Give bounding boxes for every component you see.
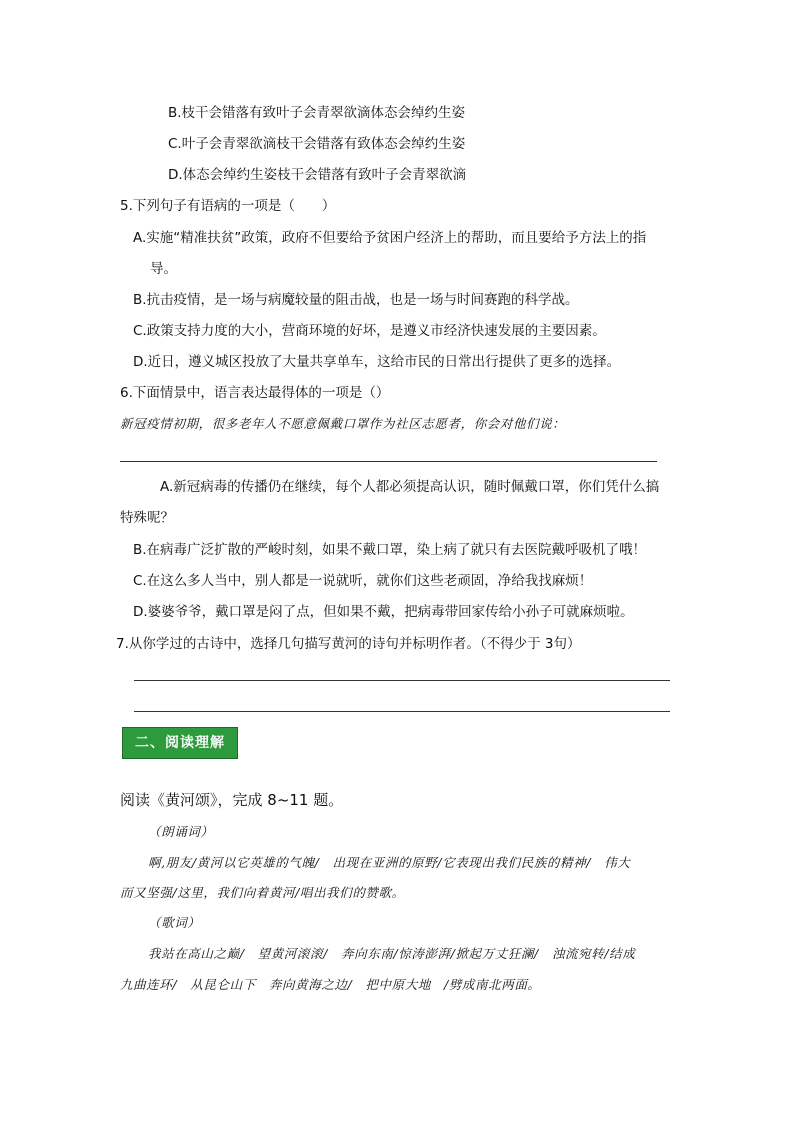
lyrics-line-1: 我站在高山之巅/ 望黄河滚滚/ 奔向东南/惊涛澎湃/掀起万丈狂澜/ 浊流宛转/结成 <box>148 946 636 961</box>
q5-option-d: D.近日，遵义城区投放了大量共享单车，这给市民的日常出行提供了更多的选择。 <box>133 354 621 370</box>
q7-answer-line-1 <box>134 680 670 681</box>
q6-option-c: C.在这么多人当中，别人都是一说就听，就你们这些老顽固，净给我找麻烦！ <box>133 573 593 589</box>
section-heading: 二、阅读理解 <box>135 735 225 751</box>
recite-line-1: 啊,朋友/黄河以它英雄的气魄/ 出现在亚洲的原野/它表现出我们民族的精神/ 伟大 <box>148 855 631 870</box>
lyrics-label: （歌词） <box>148 915 201 930</box>
reading-intro: 阅读《黄河颂》，完成 8~11 题。 <box>120 791 344 809</box>
q5-option-a-cont: 导。 <box>150 261 177 277</box>
q6-answer-line <box>120 461 657 462</box>
q4-option-c: C.叶子会青翠欲滴枝干会错落有致体态会绰约生姿 <box>168 136 466 152</box>
recite-line-2: 而又坚强/这里，我们向着黄河/唱出我们的赞歌。 <box>120 885 405 900</box>
q4-option-b: B.枝干会错落有致叶子会青翠欲滴体态会绰约生姿 <box>168 105 466 121</box>
q7-stem: 7.从你学过的古诗中，选择几句描写黄河的诗句并标明作者。（不得少于 3句） <box>116 636 581 652</box>
q6-option-a: A.新冠病毒的传播仍在继续，每个人都必须提高认识，随时佩戴口罩，你们凭什么搞 <box>160 479 660 495</box>
q6-context: 新冠疫情初期，很多老年人不愿意佩戴口罩作为社区志愿者，你会对他们说： <box>120 416 566 431</box>
q6-stem: 6.下面情景中，语言表达最得体的一项是（） <box>120 385 390 401</box>
q5-option-c: C.政策支持力度的大小，营商环境的好坏，是遵义市经济快速发展的主要因素。 <box>133 323 606 339</box>
lyrics-line-2: 九曲连环/ 从昆仑山下 奔向黄海之边/ 把中原大地 /劈成南北两面。 <box>120 977 541 992</box>
q5-stem: 5.下列句子有语病的一项是（ ） <box>120 198 336 214</box>
q6-option-b: B.在病毒广泛扩散的严峻时刻，如果不戴口罩，染上病了就只有去医院戴呼吸机了哦！ <box>133 542 647 558</box>
q4-option-d: D.体态会绰约生姿枝干会错落有致叶子会青翠欲滴 <box>168 167 467 183</box>
q5-option-a: A.实施“精准扶贫”政策，政府不但要给予贫困户经济上的帮助，而且要给予方法上的指 <box>133 230 647 246</box>
recite-label: （朗诵词） <box>148 824 214 839</box>
q6-option-a-cont: 特殊呢？ <box>120 510 174 526</box>
q7-answer-line-2 <box>134 711 670 712</box>
q6-option-d: D.婆婆爷爷，戴口罩是闷了点，但如果不戴，把病毒带回家传给小孙子可就麻烦啦。 <box>133 604 634 620</box>
section-heading-box <box>122 727 238 759</box>
q5-option-b: B.抗击疫情，是一场与病魔较量的阻击战，也是一场与时间赛跑的科学战。 <box>133 292 579 308</box>
